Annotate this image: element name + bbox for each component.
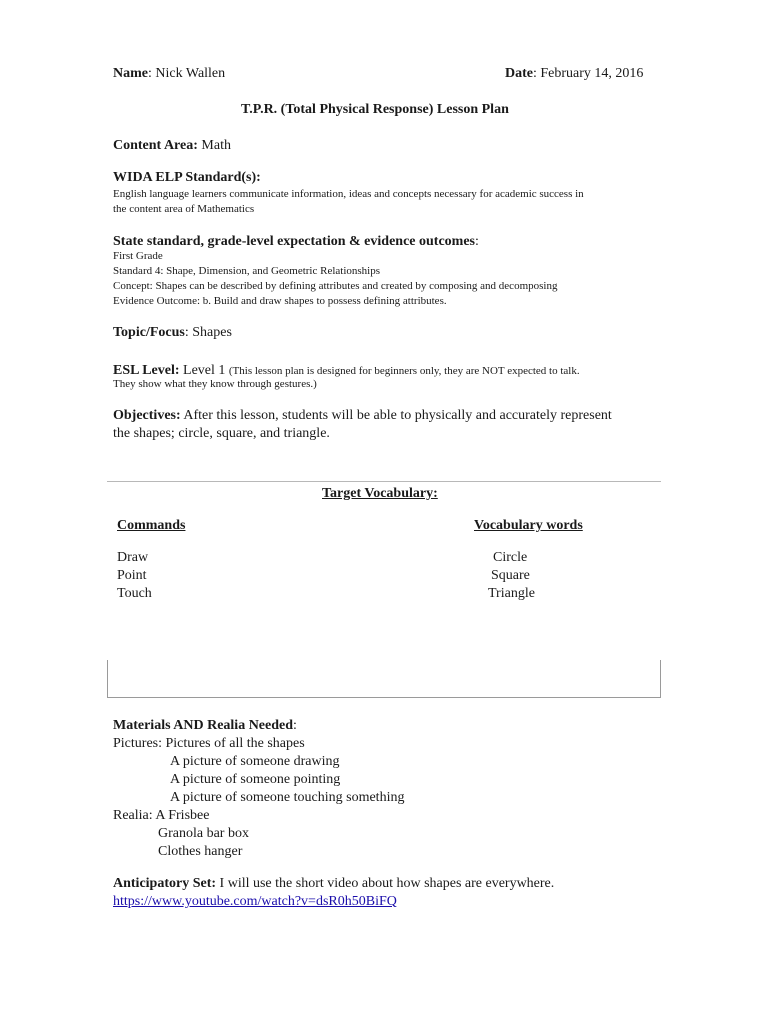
objectives: [113, 408, 612, 424]
content-area-value: Math: [197, 138, 231, 153]
anticipatory-label: Anticipatory Set:: [113, 876, 217, 891]
vocabulary-box-top-border: [107, 481, 661, 482]
state-standard-colon: :: [474, 234, 479, 249]
topic-value: : Shapes: [184, 325, 232, 340]
date-field: [505, 66, 643, 82]
state-standard-heading: [113, 234, 479, 250]
esl-note-2: They show what they know through gestures.): [113, 378, 317, 390]
esl-note-1: (This lesson plan is designed for beginners only, they are NOT expected to talk.: [228, 365, 580, 377]
anticipatory-text: I will use the short video about how shapes are everywhere.: [216, 876, 555, 891]
name-label: Name: [113, 66, 148, 81]
realia-item: Clothes hanger: [158, 844, 243, 859]
objectives-line-1: After this lesson, students will be able to physically and accurately represent: [180, 408, 612, 423]
date-label: Date: [505, 66, 533, 81]
realia-item: A Frisbee: [155, 808, 210, 823]
vocabulary-word-item: Triangle: [488, 586, 535, 601]
name-value: : Nick Wallen: [148, 66, 226, 81]
esl-level: [113, 361, 580, 379]
state-standard-label: State standard, grade-level expectation & evidence outcomes: [113, 234, 475, 249]
vocabulary-title: Target Vocabulary:: [322, 486, 438, 501]
pictures-label: Pictures:: [113, 736, 166, 751]
realia-label: Realia:: [113, 808, 156, 823]
picture-item: A picture of someone drawing: [170, 754, 340, 769]
materials-colon: :: [293, 718, 297, 733]
state-standard-line-4: Evidence Outcome: b. Build and draw shapes to possess defining attributes.: [113, 295, 447, 307]
realia-row: [113, 808, 209, 824]
wida-line-1: English language learners communicate information, ideas and concepts necessary for academic success in: [113, 188, 584, 200]
vocabulary-word-item: Square: [491, 568, 530, 583]
page-title: T.P.R. (Total Physical Response) Lesson Plan: [241, 102, 509, 117]
vocabulary-word-item: Circle: [493, 550, 528, 565]
command-item: Touch: [117, 586, 152, 601]
pictures-row: [113, 736, 305, 752]
content-area-label: Content Area:: [113, 138, 198, 153]
topic-label: Topic/Focus: [113, 325, 185, 340]
realia-item: Granola bar box: [158, 826, 249, 841]
materials-label: Materials AND Realia Needed: [113, 718, 294, 733]
vocabulary-words-header: Vocabulary words: [474, 518, 583, 533]
materials-heading: [113, 718, 297, 734]
picture-item: A picture of someone touching something: [170, 790, 405, 805]
wida-line-2: the content area of Mathematics: [113, 203, 255, 215]
wida-label: WIDA ELP Standard(s):: [113, 170, 261, 185]
objectives-line-2: the shapes; circle, square, and triangle.: [113, 426, 330, 441]
esl-value: Level 1: [179, 363, 229, 378]
picture-item: Pictures of all the shapes: [165, 736, 305, 751]
command-item: Point: [117, 568, 147, 583]
date-value: : February 14, 2016: [533, 66, 644, 81]
picture-item: A picture of someone pointing: [170, 772, 341, 787]
content-area: [113, 138, 231, 154]
name-field: [113, 66, 225, 82]
vocabulary-box-bottom-border: [107, 660, 661, 698]
state-standard-line-2: Standard 4: Shape, Dimension, and Geometric Relationships: [113, 265, 381, 277]
video-link[interactable]: https://www.youtube.com/watch?v=dsR0h50BiFQ: [113, 894, 397, 909]
topic-focus: [113, 325, 232, 341]
esl-label: ESL Level:: [113, 363, 180, 378]
state-standard-line-1: First Grade: [113, 250, 163, 262]
command-item: Draw: [117, 550, 149, 565]
objectives-label: Objectives:: [113, 408, 181, 423]
state-standard-line-3: Concept: Shapes can be described by defining attributes and created by composing and decomposing: [113, 280, 558, 292]
commands-header: Commands: [117, 518, 186, 533]
anticipatory-set: [113, 876, 554, 892]
